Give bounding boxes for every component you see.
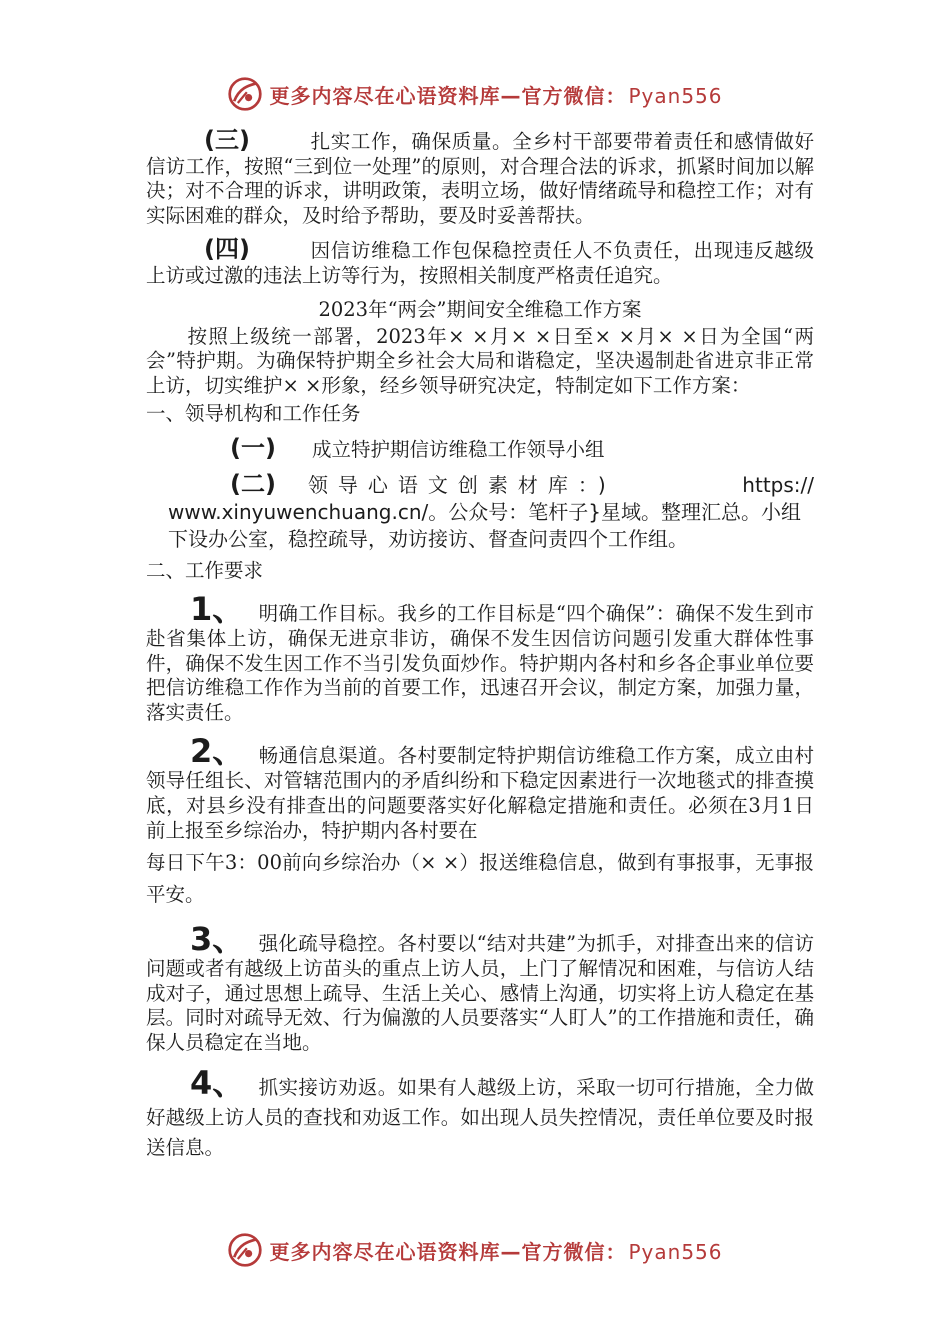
footer-banner (0, 1228, 950, 1272)
document-body (146, 128, 814, 1163)
paragraph-text: 明确工作目标。我乡的工作目标是“四个确保”：确保不发生到市赴省集体上访，确保无进京非访，确保不发生因信访问题引发重大群体性事件，确保不发生因工作不当引发负面炒作。特护期内各村和乡各企事业单位要把信访维稳工作作为当前的首要工作，迅速召开会议，制定方案，加强力量，落实责任。 (146, 601, 814, 724)
subitem-1 (146, 436, 814, 463)
brand-logo-icon (227, 76, 263, 112)
paragraph-text: 成立特护期信访维稳工作领导小组 (311, 438, 605, 462)
subitem-url: https:// (742, 472, 814, 497)
paragraph-text: 按照上级统一部署，2023年× ×月× ×日至× ×月× ×日为全国“两会”特护期。为确保特护期全乡社会大局和谐稳定，坚决遏制赴省进京非正常上访，切实维护× ×形象，经乡领导研究决定，特制定如下工作方案： (146, 324, 814, 397)
requirement-4 (146, 1065, 814, 1163)
item-number: 2、 (190, 732, 245, 771)
section-heading-1: 一、领导机构和工作任务 (146, 402, 361, 426)
banner-text (269, 1236, 722, 1265)
requirement-3 (146, 921, 814, 1055)
paragraph-text: 抓实接访劝返。如果有人越级上访，采取一切可行措施，全力做好越级上访人员的查找和劝返工作。如出现人员失控情况，责任单位要及时报送信息。 (146, 1076, 814, 1160)
subitem-2 (146, 471, 814, 553)
subitem-lead: 领导心语文创素材库：) (307, 472, 616, 497)
paragraph-text: 扎实工作，确保质量。全乡村干部要带着责任和感情做好信访工作，按照“三到位一处理”的原则，对合理合法的诉求，抓紧时间加以解决；对不合理的诉求，讲明政策，表明立场，做好情绪疏导和稳控工作；对有实际困难的群众，及时给予帮助，要及时妥善帮扶。 (146, 130, 814, 227)
item-number: 3、 (190, 920, 245, 959)
banner-wechat-id: Pyan556 (628, 1239, 723, 1264)
item-number: (三) (204, 126, 250, 154)
intro-paragraph (146, 325, 814, 399)
item-number: (四) (204, 235, 250, 264)
paragraph-4 (146, 237, 814, 288)
item-number: (一) (230, 434, 276, 463)
banner-slogan: 更多内容尽在心语资料库—官方微信： (269, 83, 627, 108)
paragraph-text: 强化疏导稳控。各村要以“结对共建”为抓手，对排查出来的信访问题或者有越级上访苗头的重点上访人员，上门了解情况和困难，与信访人结成对子，通过思想上疏导、生活上关心、感情上沟通，切实将上访人稳定在基层。同时对疏导无效、行为偏激的人员要落实“人盯人”的工作措施和责任，确保人员稳定在当地。 (146, 932, 814, 1054)
paragraph-text: 因信访维稳工作包保稳控责任人不负责任，出现违反越级上访或过激的违法上访等行为，按照相关制度严格责任追究。 (146, 239, 814, 287)
paragraph-text: 畅通信息渠道。各村要制定特护期信访维稳工作方案，成立由村领导任组长、对管辖范围内的矛盾纠纷和下稳定因素进行一次地毯式的排查摸底，对县乡没有排查出的问题要落实好化解稳定措施和责任。必须在3月1日前上报至乡综治办，特护期内各村要在 (146, 744, 814, 842)
brand-logo-icon (227, 1232, 263, 1268)
document-title: 2023年“两会”期间安全维稳工作方案 (318, 297, 642, 321)
requirement-2 (146, 733, 814, 843)
item-number: (二) (230, 469, 276, 498)
banner-text (269, 80, 722, 109)
banner-slogan: 更多内容尽在心语资料库—官方微信： (269, 1239, 627, 1264)
banner-wechat-id: Pyan556 (628, 83, 723, 108)
item-number: 4、 (190, 1064, 245, 1103)
item-number: 1、 (190, 589, 245, 628)
header-banner (0, 72, 950, 116)
requirement-2-continued: 每日下午3：00前向乡综治办（× ×）报送维稳信息，做到有事报事，无事报平安。 (146, 851, 814, 907)
paragraph-3 (146, 128, 814, 228)
subitem-text: www.xinyuwenchuang.cn/。公众号：笔杆子}星域。整理汇总。小组下设办公室，稳控疏导，劝访接访、督查问责四个工作组。 (168, 499, 801, 551)
requirement-1 (146, 591, 814, 725)
section-heading-2: 二、工作要求 (146, 558, 264, 582)
